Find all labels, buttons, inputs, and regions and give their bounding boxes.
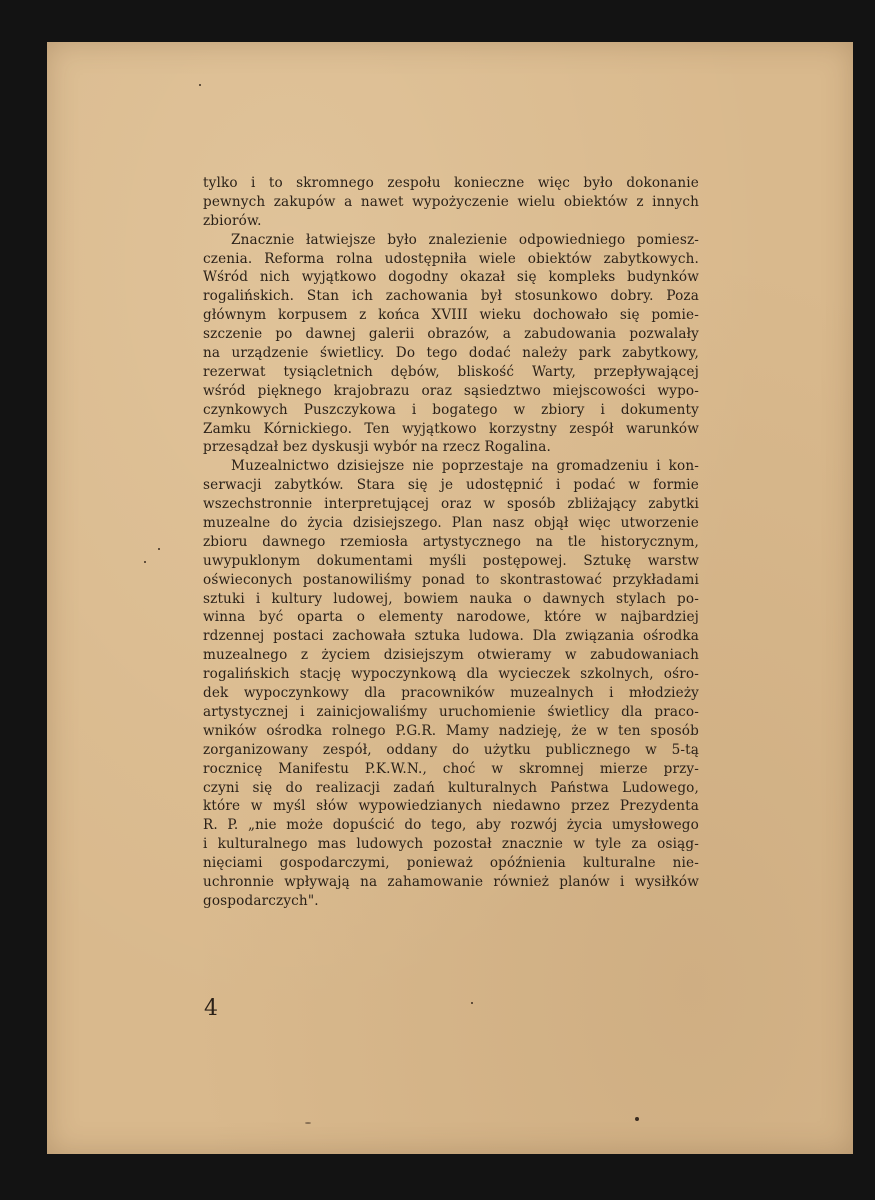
text-line: uchronnie wpływają na zahamowanie również planów i wysiłków: [203, 873, 699, 890]
text-line: wszechstronnie interpretującej oraz w sposób zbliżający zabytki: [203, 496, 699, 513]
text-line: tylko i to skromnego zespołu konieczne więc było dokonanie: [203, 175, 699, 191]
ink-speck: [158, 548, 160, 550]
text-line: muzealne do życia dzisiejszego. Plan nasz objął więc utworzenie: [203, 515, 699, 532]
ink-speck: [471, 1002, 473, 1004]
text-line: zbioru dawnego rzemiosła artystycznego na tle historycznym,: [203, 533, 699, 550]
text-line: zbiorów.: [203, 212, 262, 229]
text-line: przesądzał bez dyskusji wybór na rzecz Rogalina.: [203, 439, 551, 456]
text-line: gospodarczych".: [203, 892, 319, 909]
text-line: rdzennej postaci zachowała sztuka ludowa. Dla związania ośrodka: [203, 628, 699, 645]
text-line: głównym korpusem z końca XVIII wieku dochowało się pomie-: [203, 307, 699, 324]
ink-speck: [199, 84, 201, 86]
text-line: wśród pięknego krajobrazu oraz sąsiedztwo miejscowości wypo-: [203, 382, 699, 399]
text-line: sztuki i kultury ludowej, bowiem nauka o dawnych stylach po-: [203, 590, 699, 607]
text-line: rezerwat tysiącletnich dębów, bliskość Warty, przepływającej: [203, 363, 699, 380]
ink-speck: [144, 561, 146, 563]
text-line: zorganizowany zespół, oddany do użytku publicznego w 5-tą: [203, 741, 699, 758]
text-line: muzealnego z życiem dzisiejszym otwieramy w zabudowaniach: [203, 647, 699, 664]
text-line: i kulturalnego mas ludowych pozostał znacznie w tyle za osiąg-: [203, 836, 699, 853]
ink-speck: [635, 1117, 639, 1121]
text-line: rogalińskich. Stan ich zachowania był stosunkowo dobry. Poza: [203, 288, 699, 305]
text-line: czenia. Reforma rolna udostępniła wiele obiektów zabytkowych.: [203, 250, 699, 267]
text-line: czyni się do realizacji zadań kulturalnych Państwa Ludowego,: [203, 779, 699, 796]
text-line: rocznicę Manifestu P.K.W.N., choć w skromnej mierze przy-: [203, 760, 699, 777]
ink-speck: [305, 1122, 311, 1124]
page-number: 4: [204, 996, 218, 1021]
text-line: dek wypoczynkowy dla pracowników muzealnych i młodzieży: [203, 685, 699, 702]
text-line: które w myśl słów wypowiedzianych niedawno przez Prezydenta: [203, 798, 699, 815]
body-text: [203, 174, 699, 911]
text-line: czynkowych Puszczykowa i bogatego w zbiory i dokumenty: [203, 401, 699, 418]
paragraph: [203, 231, 699, 458]
text-line: pewnych zakupów a nawet wypożyczenie wielu obiektów z innych: [203, 193, 699, 210]
text-line: R. P. „nie może dopuścić do tego, aby rozwój życia umysłowego: [203, 817, 699, 834]
text-line: na urządzenie świetlicy. Do tego dodać należy park zabytkowy,: [203, 345, 699, 362]
text-line: wników ośrodka rolnego P.G.R. Mamy nadzieję, że w ten sposób: [203, 722, 699, 739]
text-line: Wśród nich wyjątkowo dogodny okazał się kompleks budynków: [203, 269, 699, 286]
text-line: Muzealnictwo dzisiejsze nie poprzestaje na gromadzeniu i kon-: [231, 458, 699, 475]
text-line: rogalińskich stację wypoczynkową dla wycieczek szkolnych, ośro-: [203, 666, 699, 683]
paragraph: [203, 457, 699, 910]
text-line: Zamku Kórnickiego. Ten wyjątkowo korzystny zespół warunków: [203, 420, 699, 437]
text-line: winna być oparta o elementy narodowe, które w najbardziej: [203, 609, 699, 626]
text-line: serwacji zabytków. Stara się je udostępnić i podać w formie: [203, 477, 699, 494]
text-line: oświeconych postanowiliśmy ponad to skontrastować przykładami: [203, 571, 699, 588]
paragraph: [203, 174, 699, 231]
text-line: nięciami gospodarczymi, ponieważ opóźnienia kulturalne nie-: [203, 855, 699, 872]
text-line: artystycznej i zainicjowaliśmy uruchomienie świetlicy dla praco-: [203, 703, 699, 720]
text-line: Znacznie łatwiejsze było znalezienie odpowiedniego pomiesz-: [231, 231, 699, 248]
text-line: szczenie po dawnej galerii obrazów, a zabudowania pozwalały: [203, 326, 699, 343]
text-line: uwypuklonym dokumentami myśli postępowej. Sztukę warstw: [203, 552, 699, 569]
